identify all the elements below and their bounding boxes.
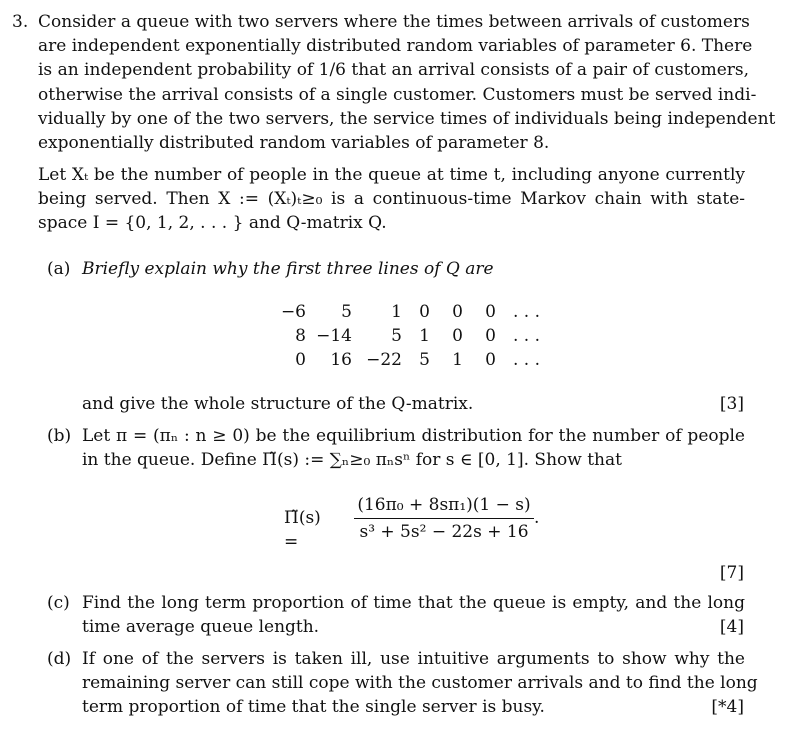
matrix-cell: . . . xyxy=(512,302,540,322)
matrix-cell: −14 xyxy=(316,326,352,346)
formula-lhs: Π̃(s) = xyxy=(284,508,321,552)
setup-line: Let Xₜ be the number of people in the queue at time t, including anyone currently xyxy=(38,165,745,185)
part-a-after: and give the whole structure of the Q-matrix. xyxy=(82,394,474,414)
part-a-marks: [3] xyxy=(719,394,744,414)
matrix-cell: 0 xyxy=(485,302,496,322)
matrix-cell: 0 xyxy=(485,350,496,370)
setup-line: space I = {0, 1, 2, . . . } and Q-matrix Q. xyxy=(38,213,387,233)
matrix-cell: 0 xyxy=(485,326,496,346)
part-b-label: (b) xyxy=(47,426,72,446)
part-a-text: Briefly explain why the first three lines of Q are xyxy=(82,259,494,279)
part-d-label: (d) xyxy=(47,649,72,669)
matrix-cell: 8 xyxy=(295,326,306,346)
matrix-row xyxy=(270,348,540,372)
matrix-row xyxy=(270,324,540,348)
matrix-cell: 0 xyxy=(419,302,430,322)
matrix-cell: . . . xyxy=(512,326,540,346)
matrix-cell: 1 xyxy=(391,302,402,322)
matrix-cell: 1 xyxy=(452,350,463,370)
matrix-cell: 0 xyxy=(452,302,463,322)
intro-line: vidually by one of the two servers, the service times of individuals being independent xyxy=(38,109,776,129)
intro-line: otherwise the arrival consists of a single customer. Customers must be served indi- xyxy=(38,85,757,105)
part-d-marks: [*4] xyxy=(711,697,744,717)
part-b-line: in the queue. Define Π̃(s) := ∑ₙ≥₀ πₙsⁿ for s ∈ [0, 1]. Show that xyxy=(82,450,622,470)
matrix-cell: 16 xyxy=(330,350,352,370)
matrix-cell: . . . xyxy=(512,350,540,370)
part-d-line: remaining server can still cope with the customer arrivals and to find the long xyxy=(82,673,758,693)
formula-denominator: s³ + 5s² − 22s + 16 xyxy=(359,522,529,542)
part-a-label: (a) xyxy=(47,259,71,279)
matrix-cell: 5 xyxy=(341,302,352,322)
setup-line: being served. Then X := (Xₜ)ₜ≥₀ is a continuous-time Markov chain with state- xyxy=(38,189,745,209)
matrix-cell: 5 xyxy=(419,350,430,370)
part-c-label: (c) xyxy=(47,593,70,613)
matrix-cell: −6 xyxy=(280,302,306,322)
part-c-line: Find the long term proportion of time that the queue is empty, and the long xyxy=(82,593,745,613)
matrix-row xyxy=(270,300,540,324)
part-d-line: If one of the servers is taken ill, use intuitive arguments to show why the xyxy=(82,649,745,669)
matrix-cell: 1 xyxy=(419,326,430,346)
formula-numerator: (16π₀ + 8sπ₁)(1 − s) xyxy=(354,494,534,519)
intro-line: Consider a queue with two servers where the times between arrivals of customers xyxy=(38,12,750,32)
part-c-line: time average queue length. xyxy=(82,617,320,637)
part-b-marks: [7] xyxy=(719,563,744,583)
intro-line: exponentially distributed random variables of parameter 8. xyxy=(38,133,550,153)
q-matrix xyxy=(270,300,540,372)
matrix-cell: 0 xyxy=(295,350,306,370)
formula-fraction xyxy=(354,494,534,543)
part-d-line: term proportion of time that the single server is busy. xyxy=(82,697,545,717)
intro-line: is an independent probability of 1/6 that an arrival consists of a pair of customers, xyxy=(38,60,750,80)
matrix-cell: −22 xyxy=(366,350,402,370)
matrix-cell: 5 xyxy=(391,326,402,346)
matrix-cell: 0 xyxy=(452,326,463,346)
part-b-line: Let π = (πₙ : n ≥ 0) be the equilibrium distribution for the number of people xyxy=(82,426,745,446)
part-c-marks: [4] xyxy=(719,617,744,637)
intro-line: are independent exponentially distributed random variables of parameter 6. There xyxy=(38,36,753,56)
formula-end: . xyxy=(534,508,540,528)
question-number: 3. xyxy=(12,12,29,32)
